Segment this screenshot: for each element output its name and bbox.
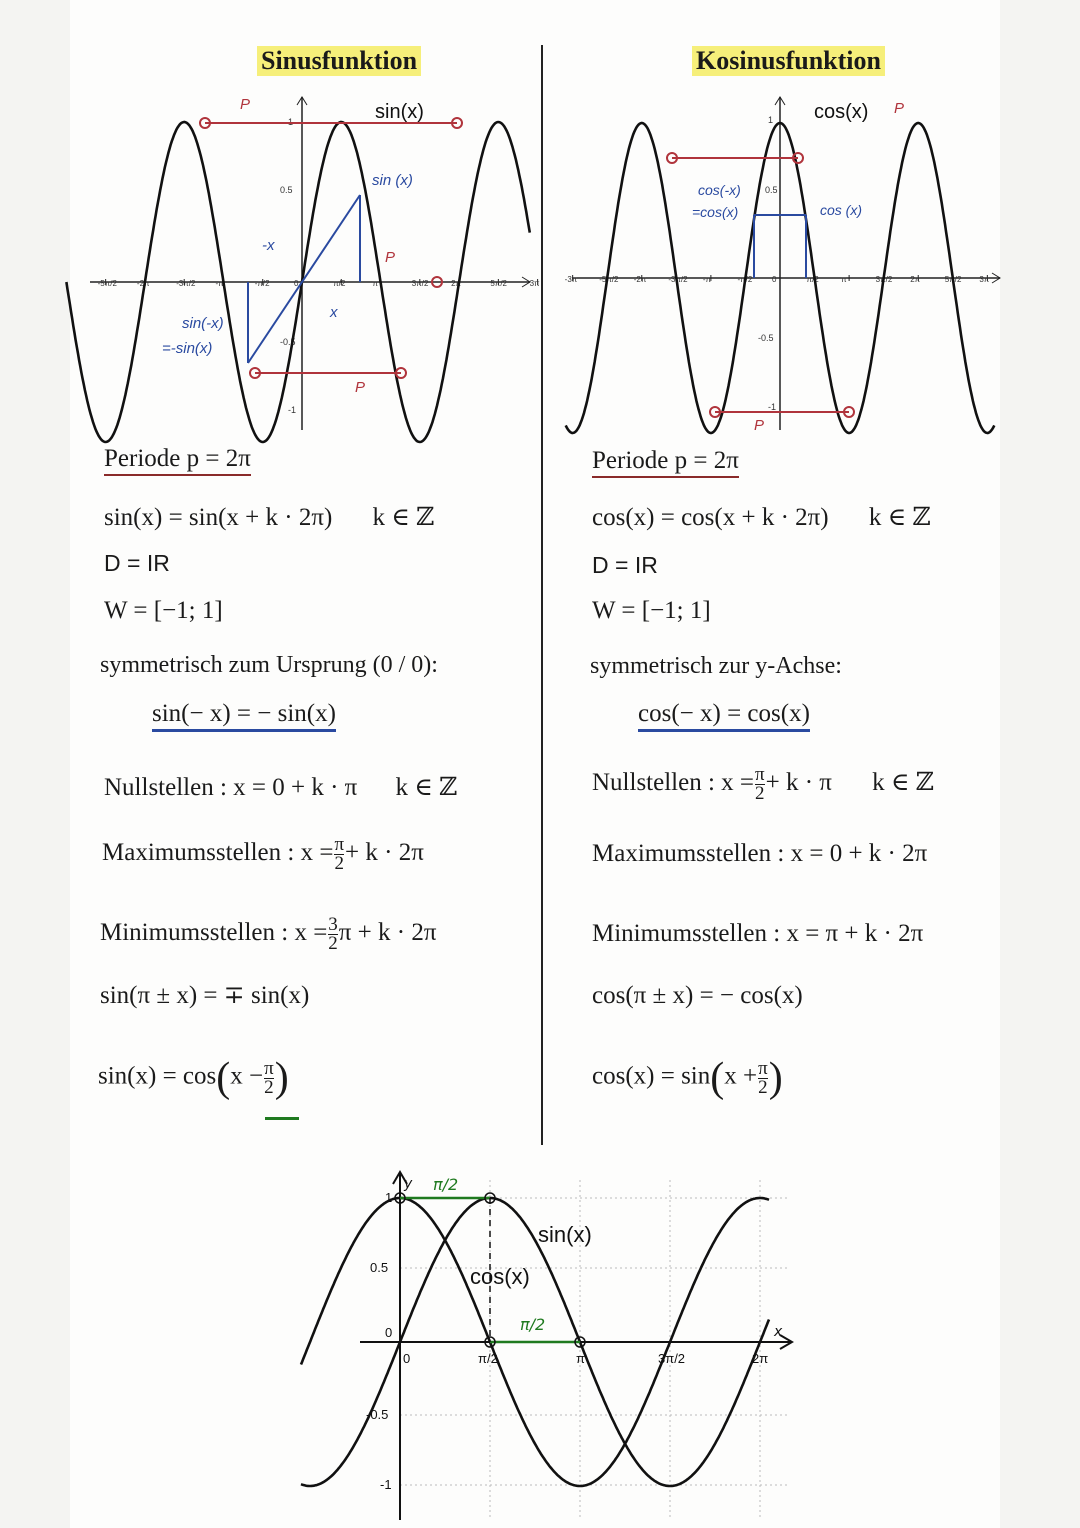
sine-xtick: -3π/2: [176, 279, 196, 288]
sine-min-fraction: [328, 916, 338, 953]
sine-shift: sin(π ± x) = ∓ sin(x): [100, 982, 310, 1009]
sine-period-text: Periode p = 2π: [104, 445, 251, 476]
combined-xtick: π/2: [478, 1351, 498, 1366]
cosine-identity-row: [592, 502, 931, 532]
sine-x-annotation: x: [330, 304, 338, 321]
cosine-y-axis: [775, 97, 785, 430]
combined-ytick: 0: [385, 1325, 393, 1340]
sine-symmetry-label: symmetrisch zum Ursprung (0 / 0):: [100, 652, 438, 678]
combined-xtick: 2π: [752, 1351, 769, 1366]
cosine-conv-fraction: [758, 1057, 768, 1098]
cosine-zeros-den: 2: [755, 783, 765, 804]
sine-max-row: [102, 836, 424, 873]
sine-x-ticks: [98, 279, 540, 288]
sine-zeros: Nullstellen : x = 0 + k · π: [104, 774, 358, 801]
combined-graph: [330, 1160, 810, 1525]
combined-axis-x-label: x: [774, 1324, 783, 1340]
combined-xtick: 3π/2: [658, 1351, 686, 1366]
cosine-k-in-z: k ∈ ℤ: [872, 769, 934, 797]
combined-ytick: 0.5: [370, 1260, 389, 1275]
cosine-xtick: 2π: [910, 275, 921, 284]
cosine-graph: [564, 85, 1002, 435]
sine-max-num: π: [334, 834, 345, 855]
sine-k-in-z: k ∈ ℤ: [372, 504, 435, 531]
sine-xtick: 2π: [451, 279, 462, 288]
cosine-domain: D = IR: [592, 552, 658, 578]
sine-identity: sin(x) = sin(x + k · 2π): [104, 504, 333, 531]
cosine-zeros-label: Nullstellen : x =: [592, 769, 754, 797]
sine-sinx-annotation: sin (x): [372, 172, 413, 189]
cosine-xtick: 3π: [979, 275, 990, 284]
cosine-cosx-annotation: cos (x): [820, 202, 862, 218]
cosine-symmetry-formula: cos(− x) = cos(x): [638, 700, 810, 732]
sine-xtick: 5π/2: [490, 279, 507, 288]
sine-conv-fraction: [264, 1057, 274, 1098]
combined-xtick: 0: [403, 1351, 411, 1366]
sine-symmetry-formula: sin(− x) = − sin(x): [152, 700, 336, 732]
cosine-xtick: -π: [702, 275, 712, 284]
cosine-ytick: -0.5: [758, 333, 774, 343]
combined-xtick: π: [576, 1351, 585, 1366]
cosine-zeros-num: π: [755, 764, 765, 785]
sine-period-label: P: [240, 96, 251, 113]
sine-max-label: Maximumsstellen : x =: [102, 839, 334, 867]
cosine-conv-x: x +: [724, 1062, 758, 1090]
cosine-period-label: P: [894, 100, 905, 117]
combined-ytick: -1: [380, 1477, 392, 1492]
sine-ytick: 1: [288, 117, 294, 127]
cosine-symmetry-label: symmetrisch zur y-Achse:: [590, 653, 842, 679]
sine-xtick: π/2: [333, 279, 346, 288]
cosine-xtick: 5π/2: [944, 275, 962, 284]
cosine-period-markers: [667, 153, 854, 417]
cosine-y-ticks: [758, 115, 778, 412]
sine-xtick: 3π/2: [411, 279, 429, 288]
sine-xtick: 0: [294, 279, 299, 288]
combined-axis-y-label: y: [404, 1176, 413, 1192]
cosine-cos-neg-annotation: cos(-x): [698, 182, 741, 198]
sine-conv-x: x −: [230, 1062, 264, 1090]
sine-min-label: Minimumsstellen : x =: [100, 919, 328, 947]
sine-zeros-row: [104, 772, 457, 802]
cosine-min: Minimumsstellen : x = π + k · 2π: [592, 920, 924, 947]
column-divider: [541, 45, 543, 1145]
sine-conv-left: sin(x) = cos: [98, 1062, 217, 1090]
sine-xtick: -2π: [136, 279, 150, 288]
sine-min-rest: π + k · 2π: [338, 919, 437, 947]
sine-range: W = [−1; 1]: [104, 597, 223, 624]
cosine-max: Maximumsstellen : x = 0 + k · 2π: [592, 840, 928, 867]
cosine-shift: cos(π ± x) = − cos(x): [592, 982, 803, 1009]
combined-ytick: -0.5: [366, 1407, 389, 1422]
cosine-ytick: 1: [768, 115, 774, 125]
sine-sin-neg-annotation: sin(-x): [182, 315, 224, 332]
cosine-ytick: 0.5: [765, 185, 778, 195]
sine-max-fraction: [334, 836, 344, 873]
sine-ytick: -1: [288, 405, 297, 415]
cosine-conversion-row: cos(x) = sin(x + $\frac{\pi}{2}$ ): [592, 1055, 783, 1101]
cosine-eq-cos-annotation: =cos(x): [692, 204, 739, 220]
cosine-xtick: 3π/2: [875, 275, 893, 284]
cosine-xtick: -π/2: [737, 275, 753, 284]
sine-conv-num: π: [264, 1057, 274, 1079]
sine-xtick: -5π/2: [97, 279, 117, 288]
cosine-graph-label: cos(x): [814, 101, 869, 123]
sine-max-den: 2: [334, 853, 344, 874]
sine-min-row: [100, 916, 436, 953]
sine-xtick: 3π: [529, 279, 540, 288]
sine-period-label: P: [385, 249, 396, 266]
sine-graph: [90, 85, 540, 435]
cosine-k-in-z: k ∈ ℤ: [868, 504, 931, 531]
cosine-zeros-rest: + k · π: [765, 769, 832, 797]
cosine-identity: cos(x) = cos(x + k · 2π): [592, 504, 829, 531]
sine-period: [104, 445, 251, 473]
sine-symmetry-row: [152, 700, 336, 728]
combined-sin-label: sin(x): [538, 1222, 592, 1247]
cosine-conv-left: cos(x) = sin: [592, 1062, 711, 1090]
sine-neg-sin-annotation: =-sin(x): [162, 340, 213, 357]
sine-xtick: -π/2: [254, 279, 270, 288]
sine-conv-underline: [265, 1117, 299, 1120]
sine-conv-den: 2: [264, 1076, 274, 1098]
sine-min-num: 3: [328, 914, 338, 935]
sine-conversion-row: sin(x) = cos(x − $\frac{\pi}{2}$ ): [98, 1055, 289, 1101]
cosine-xtick: -5π/2: [599, 275, 619, 284]
cosine-xtick: -2π: [633, 275, 647, 284]
sine-domain: D = IR: [104, 550, 170, 576]
cosine-period-label: P: [754, 417, 765, 434]
combined-shift-note: π/2: [433, 1175, 459, 1194]
sine-graph-label: sin(x): [375, 101, 424, 123]
sine-ytick: -0.5: [280, 337, 296, 347]
cosine-ytick: -1: [768, 402, 777, 412]
combined-shift-note: π/2: [520, 1315, 546, 1334]
sine-x-axis: [90, 277, 530, 287]
combined-ytick: 1: [385, 1190, 393, 1205]
sine-negx-annotation: -x: [262, 237, 275, 254]
cosine-period: [592, 447, 739, 475]
sine-ytick: 0.5: [280, 185, 293, 195]
sine-k-in-z: k ∈ ℤ: [395, 774, 458, 801]
cosine-xtick: -3π/2: [668, 275, 688, 284]
cosine-x-ticks: [565, 275, 990, 284]
combined-y-axis: [393, 1172, 407, 1520]
cosine-zeros-row: [592, 766, 934, 803]
cosine-zeros-fraction: [755, 766, 765, 803]
cosine-xtick: 0: [772, 275, 777, 284]
cosine-xtick: π: [841, 275, 847, 284]
sine-xtick: -π: [215, 279, 224, 288]
cosine-heading: Kosinusfunktion: [692, 46, 885, 76]
cosine-xtick: -3π: [564, 275, 578, 284]
sine-heading: Sinusfunktion: [257, 46, 421, 76]
sine-period-label: P: [355, 379, 366, 396]
sine-max-rest: + k · 2π: [345, 839, 424, 867]
cosine-conv-num: π: [758, 1057, 768, 1079]
sine-xtick: π: [372, 279, 379, 288]
cosine-range: W = [−1; 1]: [592, 597, 711, 624]
cosine-symmetry-row: [638, 700, 810, 728]
sine-period-markers: [200, 118, 462, 378]
combined-cos-label: cos(x): [470, 1264, 530, 1289]
cosine-period-text: Periode p = 2π: [592, 447, 739, 478]
sine-identity-row: [104, 502, 434, 532]
sine-min-den: 2: [328, 933, 338, 954]
cosine-conv-den: 2: [758, 1076, 768, 1098]
combined-grid: [400, 1180, 790, 1520]
cosine-xtick: π/2: [806, 275, 819, 284]
